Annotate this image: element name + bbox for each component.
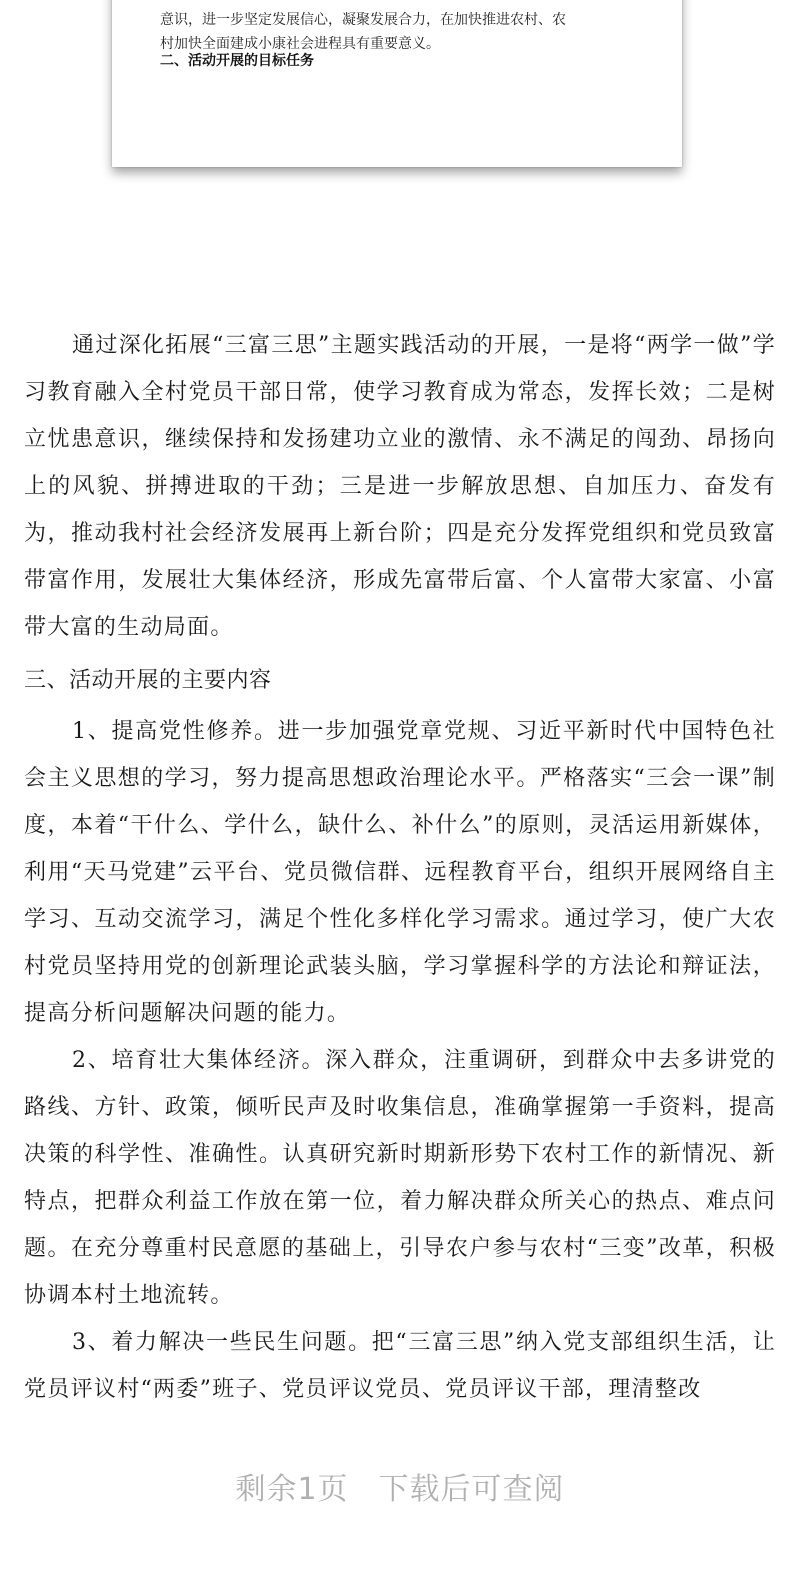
section-title: 三、活动开展的主要内容 <box>24 668 272 693</box>
preview-text <box>160 8 650 56</box>
remaining-pages-label: 剩余1页 <box>235 1472 349 1507</box>
document-preview-card <box>112 0 682 167</box>
download-to-view-label: 下载后可查阅 <box>378 1472 565 1507</box>
content-item-3: 3、着力解决一些民生问题。把“三富三思”纳入党支部组织生活，让党员评议村“两委”班子、党员评议党员、党员评议干部，理清整改 <box>24 1330 776 1402</box>
preview-line: 意识，进一步坚定发展信心，凝聚发展合力，在加快推进农村、农 <box>160 12 566 28</box>
content-item-2: 2、培育壮大集体经济。深入群众，注重调研，到群众中去多讲党的路线、方针、政策，倾听民声及时收集信息，准确掌握第一手资料，提高决策的科学性、准确性。认真研究新时期新形势下农村工作的新情况、新特点，把群众利益工作放在第一位，着力解决群众所关心的热点、难点问题。在充分尊重村民意愿的基础上，引导农户参与农村“三变”改革，积极协调本村土地流转。 <box>24 1048 776 1308</box>
preview-heading: 二、活动开展的目标任务 <box>160 53 314 69</box>
document-body <box>24 322 776 1413</box>
intro-paragraph: 通过深化拓展“三富三思”主题实践活动的开展，一是将“两学一做”学习教育融入全村党员干部日常，使学习教育成为常态，发挥长效；二是树立忧患意识，继续保持和发扬建功立业的激情、永不满足的闯劲、昂扬向上的风貌、拼搏进取的干劲；三是进一步解放思想、自加压力、奋发有为，推动我村社会经济发展再上新台阶；四是充分发挥党组织和党员致富带富作用，发展壮大集体经济，形成先富带后富、个人富带大家富、小富带大富的生动局面。 <box>24 333 776 640</box>
download-prompt[interactable] <box>0 1464 800 1508</box>
preview-line: 村加快全面建成小康社会进程具有重要意义。 <box>160 36 440 52</box>
content-item-1: 1、提高党性修养。进一步加强党章党规、习近平新时代中国特色社会主义思想的学习，努力提高思想政治理论水平。严格落实“三会一课”制度，本着“干什么、学什么，缺什么、补什么”的原则，灵活运用新媒体，利用“天马党建”云平台、党员微信群、远程教育平台，组织开展网络自主学习、互动交流学习，满足个性化多样化学习需求。通过学习，使广大农村党员坚持用党的创新理论武装头脑，学习掌握科学的方法论和辩证法，提高分析问题解决问题的能力。 <box>24 719 776 1026</box>
